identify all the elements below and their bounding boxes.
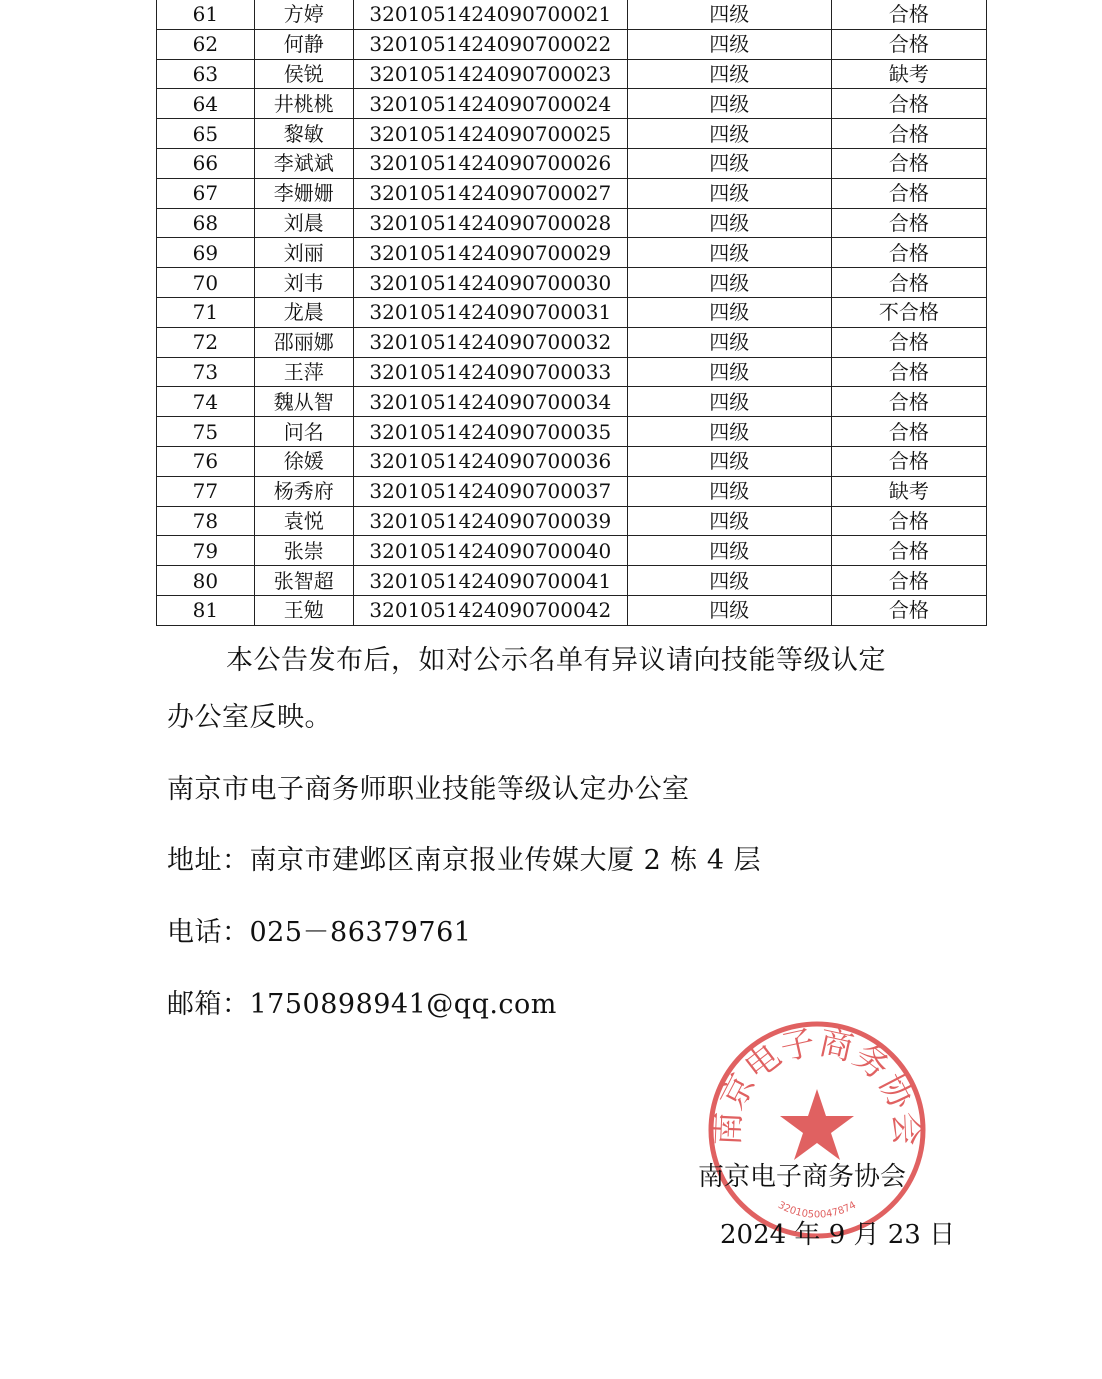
table-row — [157, 238, 987, 268]
cell-result: 合格 — [831, 387, 986, 417]
notice-line-1: 本公告发布后，如对公示名单有异议请向技能等级认定 — [226, 645, 886, 676]
table-row — [157, 566, 987, 596]
cell-cert-number: 3201051424090700024 — [353, 89, 627, 119]
cell-seq: 67 — [157, 178, 255, 208]
cell-name: 井桃桃 — [254, 89, 353, 119]
cell-name: 张崇 — [254, 536, 353, 566]
cell-seq: 73 — [157, 357, 255, 387]
cell-level: 四级 — [627, 297, 831, 327]
cell-name: 王萍 — [254, 357, 353, 387]
table-row — [157, 506, 987, 536]
cell-cert-number: 3201051424090700040 — [353, 536, 627, 566]
cell-seq: 81 — [157, 595, 255, 625]
cell-seq: 75 — [157, 417, 255, 447]
cell-level: 四级 — [627, 595, 831, 625]
cell-level: 四级 — [627, 148, 831, 178]
cell-result: 不合格 — [831, 297, 986, 327]
cell-result: 合格 — [831, 119, 986, 149]
cell-name: 李姗姗 — [254, 178, 353, 208]
cell-cert-number: 3201051424090700032 — [353, 327, 627, 357]
table-row — [157, 595, 987, 625]
cell-name: 侯锐 — [254, 59, 353, 89]
cell-level: 四级 — [627, 566, 831, 596]
cell-cert-number: 3201051424090700041 — [353, 566, 627, 596]
cell-cert-number: 3201051424090700031 — [353, 297, 627, 327]
results-table-body — [157, 0, 987, 625]
cell-result: 合格 — [831, 178, 986, 208]
cell-seq: 63 — [157, 59, 255, 89]
cell-seq: 74 — [157, 387, 255, 417]
cell-name: 魏从智 — [254, 387, 353, 417]
cell-name: 张智超 — [254, 566, 353, 596]
office-email: 邮箱：1750898941@qq.com — [167, 989, 557, 1020]
signature-date: 2024 年 9 月 23 日 — [720, 1220, 956, 1250]
cell-cert-number: 3201051424090700035 — [353, 417, 627, 447]
cell-cert-number: 3201051424090700025 — [353, 119, 627, 149]
cell-seq: 77 — [157, 476, 255, 506]
cell-result: 合格 — [831, 357, 986, 387]
cell-level: 四级 — [627, 89, 831, 119]
table-row — [157, 208, 987, 238]
cell-seq: 64 — [157, 89, 255, 119]
cell-level: 四级 — [627, 417, 831, 447]
cell-level: 四级 — [627, 268, 831, 298]
office-phone: 电话：025－86379761 — [167, 917, 472, 948]
cell-seq: 61 — [157, 0, 255, 29]
cell-cert-number: 3201051424090700037 — [353, 476, 627, 506]
cell-name: 袁悦 — [254, 506, 353, 536]
office-name: 南京市电子商务师职业技能等级认定办公室 — [167, 774, 690, 805]
table-row — [157, 476, 987, 506]
cell-name: 黎敏 — [254, 119, 353, 149]
table-row — [157, 0, 987, 29]
cell-cert-number: 3201051424090700029 — [353, 238, 627, 268]
cell-seq: 72 — [157, 327, 255, 357]
cell-cert-number: 3201051424090700036 — [353, 446, 627, 476]
cell-result: 合格 — [831, 268, 986, 298]
cell-result: 合格 — [831, 536, 986, 566]
seal-code-textpath: 3201050047874 — [775, 1199, 859, 1221]
cell-name: 何静 — [254, 29, 353, 59]
cell-level: 四级 — [627, 506, 831, 536]
cell-result: 合格 — [831, 0, 986, 29]
cell-level: 四级 — [627, 238, 831, 268]
cell-seq: 70 — [157, 268, 255, 298]
cell-level: 四级 — [627, 387, 831, 417]
cell-seq: 68 — [157, 208, 255, 238]
cell-name: 王勉 — [254, 595, 353, 625]
cell-name: 问名 — [254, 417, 353, 447]
cell-name: 李斌斌 — [254, 148, 353, 178]
cell-cert-number: 3201051424090700026 — [353, 148, 627, 178]
cell-name: 刘晨 — [254, 208, 353, 238]
cell-name: 徐媛 — [254, 446, 353, 476]
cell-result: 合格 — [831, 327, 986, 357]
cell-result: 合格 — [831, 148, 986, 178]
cell-seq: 65 — [157, 119, 255, 149]
cell-level: 四级 — [627, 0, 831, 29]
cell-level: 四级 — [627, 208, 831, 238]
cell-result: 合格 — [831, 566, 986, 596]
official-seal-stamp — [704, 1017, 930, 1243]
cell-result: 合格 — [831, 89, 986, 119]
table-row — [157, 178, 987, 208]
table-row — [157, 357, 987, 387]
cell-seq: 66 — [157, 148, 255, 178]
cell-cert-number: 3201051424090700030 — [353, 268, 627, 298]
cell-cert-number: 3201051424090700027 — [353, 178, 627, 208]
cell-level: 四级 — [627, 446, 831, 476]
table-row — [157, 536, 987, 566]
cell-result: 合格 — [831, 29, 986, 59]
cell-level: 四级 — [627, 476, 831, 506]
cell-seq: 79 — [157, 536, 255, 566]
table-row — [157, 148, 987, 178]
cell-name: 杨秀府 — [254, 476, 353, 506]
cell-seq: 80 — [157, 566, 255, 596]
table-row — [157, 59, 987, 89]
seal-star-icon — [780, 1089, 854, 1160]
seal-org-textpath: 南京电子商务协会 — [707, 1022, 927, 1147]
cell-level: 四级 — [627, 536, 831, 566]
cell-cert-number: 3201051424090700021 — [353, 0, 627, 29]
table-row — [157, 89, 987, 119]
cell-level: 四级 — [627, 327, 831, 357]
table-row — [157, 417, 987, 447]
cell-cert-number: 3201051424090700033 — [353, 357, 627, 387]
cell-name: 刘丽 — [254, 238, 353, 268]
cell-cert-number: 3201051424090700034 — [353, 387, 627, 417]
cell-level: 四级 — [627, 59, 831, 89]
table-row — [157, 119, 987, 149]
cell-level: 四级 — [627, 119, 831, 149]
results-table — [156, 0, 987, 626]
cell-seq: 78 — [157, 506, 255, 536]
cell-result: 合格 — [831, 595, 986, 625]
cell-cert-number: 3201051424090700022 — [353, 29, 627, 59]
table-row — [157, 29, 987, 59]
cell-name: 龙晨 — [254, 297, 353, 327]
cell-cert-number: 3201051424090700039 — [353, 506, 627, 536]
cell-seq: 76 — [157, 446, 255, 476]
cell-result: 合格 — [831, 506, 986, 536]
notice-line-2: 办公室反映。 — [167, 702, 332, 733]
cell-name: 邵丽娜 — [254, 327, 353, 357]
cell-seq: 69 — [157, 238, 255, 268]
cell-name: 方婷 — [254, 0, 353, 29]
table-row — [157, 387, 987, 417]
cell-cert-number: 3201051424090700023 — [353, 59, 627, 89]
cell-level: 四级 — [627, 178, 831, 208]
cell-result: 缺考 — [831, 59, 986, 89]
cell-cert-number: 3201051424090700042 — [353, 595, 627, 625]
cell-result: 合格 — [831, 238, 986, 268]
cell-name: 刘韦 — [254, 268, 353, 298]
table-row — [157, 268, 987, 298]
cell-level: 四级 — [627, 29, 831, 59]
table-row — [157, 297, 987, 327]
cell-result: 缺考 — [831, 476, 986, 506]
signature-org: 南京电子商务协会 — [698, 1162, 907, 1192]
cell-cert-number: 3201051424090700028 — [353, 208, 627, 238]
cell-result: 合格 — [831, 208, 986, 238]
cell-seq: 62 — [157, 29, 255, 59]
cell-result: 合格 — [831, 446, 986, 476]
cell-level: 四级 — [627, 357, 831, 387]
office-address: 地址：南京市建邺区南京报业传媒大厦 2 栋 4 层 — [167, 845, 762, 876]
cell-result: 合格 — [831, 417, 986, 447]
table-row — [157, 446, 987, 476]
table-row — [157, 327, 987, 357]
cell-seq: 71 — [157, 297, 255, 327]
